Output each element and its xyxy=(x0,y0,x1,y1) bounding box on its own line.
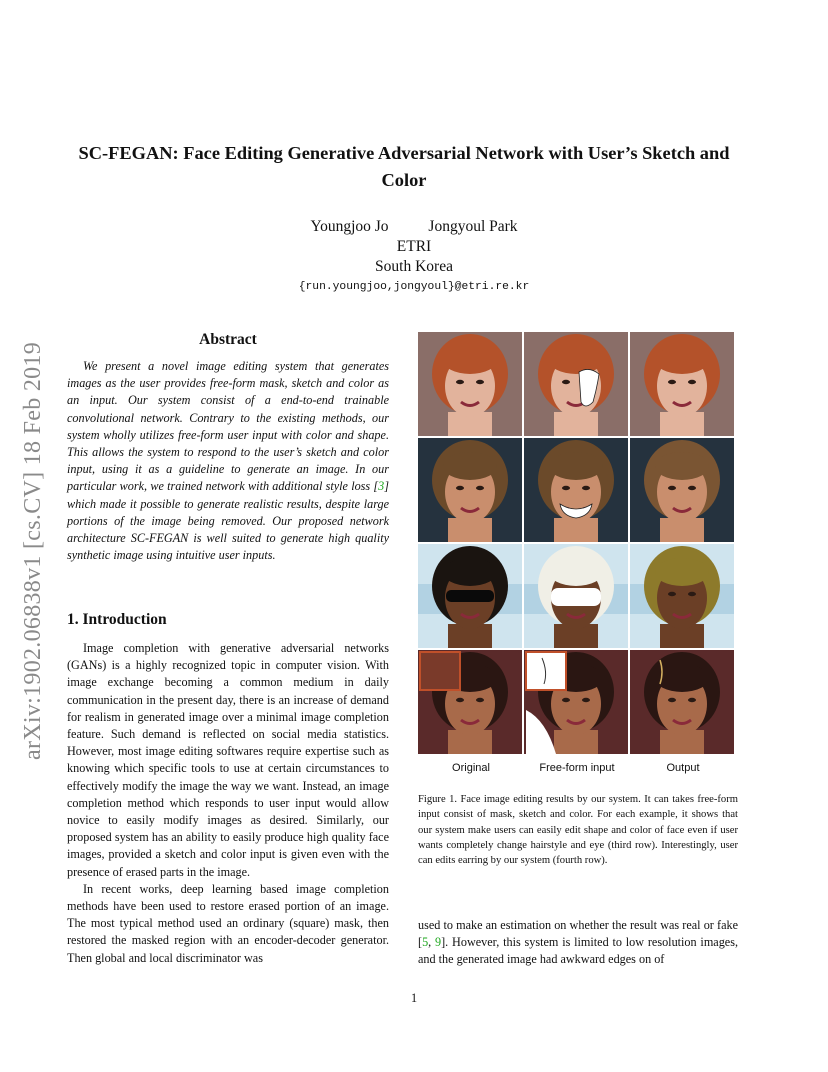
page-number: 1 xyxy=(410,991,418,1005)
abstract-text: We present a novel image editing system that generates images as the user provides free-form mask, sketch and color as an input. Our system consist of a end-to-end trainable convolutional network. Contrary to the existing methods, our system wholly utilizes free-form user input with color and shape. This allows the system to respond to the user’s sketch and color input, using it as a guideline to generate an image. In our particular work, we trained network with additional style loss [3] which made it possible to generate realistic results, despite large portions of the image being removed. Our proposed network architecture SC-FEGAN is well suited to generate high quality synthetic image using intuitive user inputs. xyxy=(67,359,389,563)
face-image xyxy=(524,544,628,648)
column-label-original: Original xyxy=(452,762,490,774)
figure-1 xyxy=(418,332,738,754)
citation-link[interactable]: 9 xyxy=(435,935,442,950)
face-image xyxy=(418,438,522,542)
figure-image-grid xyxy=(418,332,738,754)
arxiv-stamp: arXiv:1902.06838v1 [cs.CV] 18 Feb 2019 xyxy=(20,341,46,760)
author-name: Jongyoul Park xyxy=(428,218,518,235)
section-heading-introduction: 1. Introduction xyxy=(67,611,167,628)
citation-link[interactable]: 5 xyxy=(422,935,429,950)
face-image xyxy=(524,438,628,542)
abstract-heading: Abstract xyxy=(199,331,257,348)
paragraph: Image completion with generative adversarial networks (GANs) is a highly recognized topic in computer vision. With image exchange becoming a common medium in daily communication in the present day, there is an increase of demand for realism in generated image over a minimal image completion feature. Such demand is reflected on social media statistics. However, most image editing softwares require expertise such as knowing which specific tools to use at certain circumstances to effectively modify the image the way we want. Instead, an image completion method which responds to user input would allow novice to easily modify images as desired. Similarly, our proposed system has an ability to easily produce high quality face images, provided a sketch and color input is given even with the presence of erased parts in the image. xyxy=(67,641,389,879)
face-image xyxy=(630,650,734,754)
face-image xyxy=(418,544,522,648)
authors xyxy=(0,218,828,236)
author-name: Youngjoo Jo xyxy=(310,218,389,235)
right-column-text: used to make an estimation on whether the result was real or fake [5, 9]. However, this system is limited to low resolution images, and the generated image had awkward edges on of xyxy=(418,918,739,967)
author-email: {run.youngjoo,jongyoul}@etri.re.kr xyxy=(298,281,530,293)
column-label-output: Output xyxy=(666,762,700,774)
face-image xyxy=(524,332,628,436)
face-image xyxy=(524,650,628,754)
face-image xyxy=(630,544,734,648)
affiliation-country: South Korea xyxy=(375,258,453,275)
face-image xyxy=(418,332,522,436)
figure-column-labels xyxy=(418,762,738,774)
face-image xyxy=(630,438,734,542)
face-image xyxy=(418,650,522,754)
introduction-text xyxy=(67,640,389,967)
figure-caption: Figure 1. Face image editing results by our system. It can takes free-form input consist of mask, sketch and color. For each example, it shows that our system make users can easily edit shape and color of face even if user wants completely change hairstyle and eye (third row). Interestingly, user can edits earring by our system (fourth row). xyxy=(418,794,738,867)
face-image xyxy=(630,332,734,436)
paragraph: In recent works, deep learning based image completion methods have been used to restore erased portion of an image. The most typical method used an ordinary (square) mask, then restored the masked region with an encoder-decoder generator. Then global and local discriminator was xyxy=(67,881,389,965)
affiliation-org: ETRI xyxy=(396,238,432,255)
column-label-free-form-input: Free-form input xyxy=(539,762,615,774)
paper-title: SC-FEGAN: Face Editing Generative Adversarial Network with User’s Sketch and Color xyxy=(78,143,730,190)
citation-link[interactable]: 3 xyxy=(378,479,385,494)
